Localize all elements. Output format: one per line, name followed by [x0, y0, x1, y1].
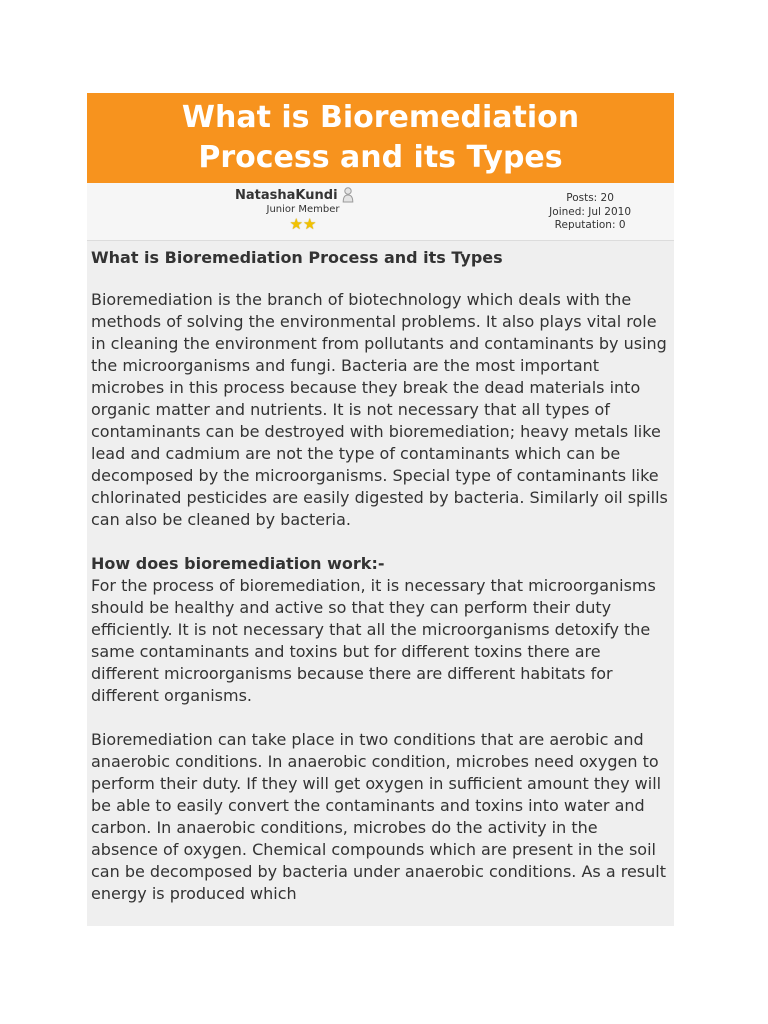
user-rank: Junior Member — [266, 204, 340, 215]
post-heading: What is Bioremediation Process and its Types — [91, 248, 503, 267]
page-title: What is Bioremediation Process and its Types — [181, 100, 580, 175]
post-paragraph-2: For the process of bioremediation, it is necessary that microorganisms should be healthy and active so that they can perform their duty efficiently. It is not necessary that all the microorganisms detoxify the same contaminants and toxins but for different toxins there are different microorganisms because there are different habitats for different organisms. — [91, 576, 656, 705]
reputation-value: Reputation: 0 — [554, 219, 626, 231]
user-name-row — [235, 187, 371, 203]
post-paragraph-3: Bioremediation can take place in two conditions that are aerobic and anaerobic conditions. In anaerobic condition, microbes need oxygen to perform their duty. If they will get oxygen in sufficient amount they will be able to easily convert the contaminants and toxins into water and carbon. In anaerobic conditions, microbes do the activity in the absence of oxygen. Chemical compounds which are present in the soil can be decomposed by bacteria under anaerobic conditions. As a result energy is produced which — [91, 730, 666, 903]
post-subheading: How does bioremediation work:- — [91, 554, 385, 573]
user-info-bar — [87, 183, 674, 241]
posts-count: Posts: 20 — [566, 192, 614, 204]
joined-date: Joined: Jul 2010 — [549, 205, 631, 218]
post-card — [87, 93, 674, 926]
rank-stars — [235, 216, 371, 232]
user-block — [235, 187, 371, 232]
user-stats — [549, 192, 631, 233]
username-link[interactable]: NatashaKundi — [235, 187, 338, 203]
title-bar — [87, 93, 674, 183]
star-icon: ★ — [303, 215, 317, 233]
user-offline-icon — [342, 187, 354, 203]
post-paragraph-1: Bioremediation is the branch of biotechnology which deals with the methods of solving the environmental problems. It also plays vital role in cleaning the environment from pollutants and contaminants by using the microorganisms and fungi. Bacteria are the most important microbes in this process because they break the dead materials into organic matter and nutrients. It is not necessary that all types of contaminants can be destroyed with bioremediation; heavy metals like lead and cadmium are not the type of contaminants which can be decomposed by the microorganisms. Special type of contaminants like chlorinated pesticides are easily digested by bacteria. Similarly oil spills can also be cleaned by bacteria. — [91, 290, 668, 529]
star-icon: ★ — [289, 215, 303, 233]
post-content — [87, 241, 674, 905]
